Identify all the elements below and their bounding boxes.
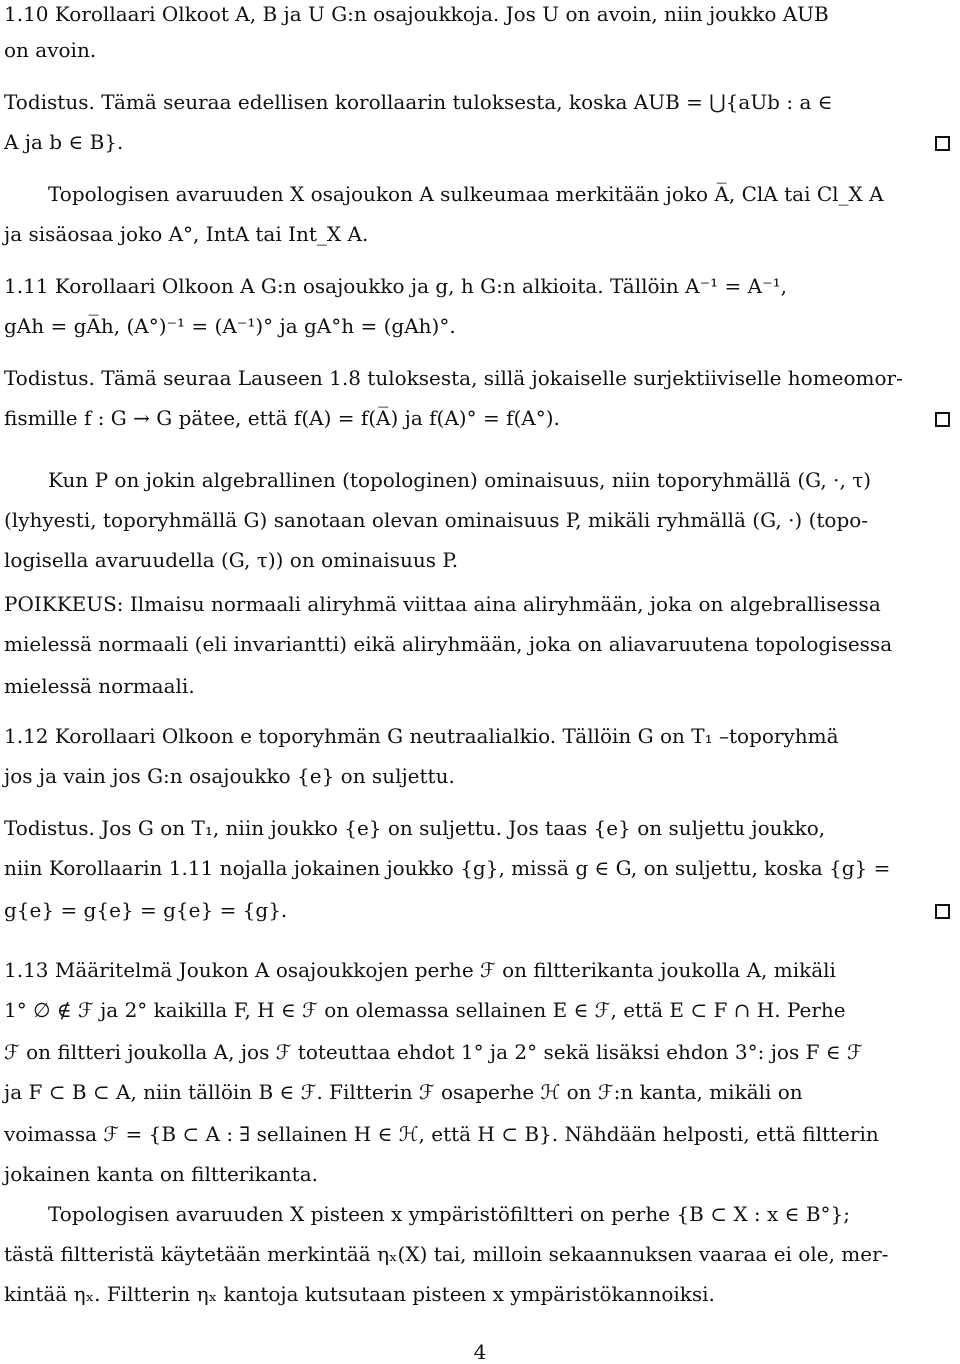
definition-1-13-line-1: 1.13 Määritelmä Joukon A osajoukkojen perhe ℱ on filtterikanta joukolla A, mikäli: [4, 958, 836, 982]
qed-square-icon: [935, 412, 950, 427]
property-paragraph-line-2: (lyhyesti, toporyhmällä G) sanotaan olevan ominaisuus P, mikäli ryhmällä (G, ·) (topo-: [4, 508, 869, 532]
corollary-1-12-line-1: 1.12 Korollaari Olkoon e toporyhmän G neutraalialkio. Tällöin G on T₁ –toporyhmä: [4, 724, 839, 748]
proof-1-10-line-2: A ja b ∈ B}.: [4, 130, 124, 154]
qed-square-icon: [935, 136, 950, 151]
proof-1-12-line-2: niin Korollaarin 1.11 nojalla jokainen joukko {g}, missä g ∈ G, on suljettu, koska {g} =: [4, 856, 891, 880]
proof-1-12-line-1: Todistus. Jos G on T₁, niin joukko {e} on suljettu. Jos taas {e} on suljettu joukko,: [4, 816, 826, 840]
property-paragraph-line-3: logisella avaruudella (G, τ)) on ominaisuus P.: [4, 548, 459, 572]
exception-paragraph-line-3: mielessä normaali.: [4, 674, 195, 698]
definition-1-13-line-2: 1° ∅ ∉ ℱ ja 2° kaikilla F, H ∈ ℱ on olemassa sellainen E ∈ ℱ, että E ⊂ F ∩ H. Perhe: [4, 998, 846, 1022]
topology-notation-line-2: ja sisäosaa joko A°, IntA tai Int_X A.: [4, 222, 369, 246]
proof-1-10-line-1: Todistus. Tämä seuraa edellisen korollaarin tuloksesta, koska AUB = ⋃{aUb : a ∈: [4, 90, 833, 114]
corollary-1-12-line-2: jos ja vain jos G:n osajoukko {e} on suljettu.: [4, 764, 455, 788]
topology-notation-line-1: Topologisen avaruuden X osajoukon A sulkeumaa merkitään joko A̅, ClA tai Cl_X A: [48, 182, 884, 206]
definition-1-13-line-6: jokainen kanta on filtterikanta.: [4, 1162, 319, 1186]
neighbourhood-filter-line-3: kintää ηₓ. Filtterin ηₓ kantoja kutsutaan pisteen x ympäristökannoiksi.: [4, 1282, 715, 1306]
exception-paragraph-line-1: POIKKEUS: Ilmaisu normaali aliryhmä viittaa aina aliryhmään, joka on algebrallisessa: [4, 592, 881, 616]
page-number: 4: [473, 1340, 487, 1364]
property-paragraph-line-1: Kun P on jokin algebrallinen (topologinen) ominaisuus, niin toporyhmällä (G, ·, τ): [48, 468, 872, 492]
neighbourhood-filter-line-1: Topologisen avaruuden X pisteen x ympäristöfiltteri on perhe {B ⊂ X : x ∈ B°};: [48, 1202, 850, 1226]
exception-paragraph-line-2: mielessä normaali (eli invariantti) eikä aliryhmään, joka on aliavaruutena topologisessa: [4, 632, 893, 656]
corollary-1-11-line-2: gAh = gA̅h, (A°)⁻¹ = (A⁻¹)° ja gA°h = (gAh)°.: [4, 314, 456, 338]
proof-1-11-line-1: Todistus. Tämä seuraa Lauseen 1.8 tuloksesta, sillä jokaiselle surjektiiviselle homeomor-: [4, 366, 903, 390]
corollary-1-10-line-2: on avoin.: [4, 38, 97, 62]
definition-1-13-line-4: ja F ⊂ B ⊂ A, niin tällöin B ∈ ℱ. Filtterin ℱ osaperhe ℋ on ℱ:n kanta, mikäli on: [4, 1080, 803, 1104]
proof-1-11-line-2: fismille f : G → G pätee, että f(A) = f(A̅) ja f(A)° = f(A°).: [4, 406, 560, 430]
proof-1-12-line-3: g{e} = g{e} = g{e} = {g}.: [4, 898, 288, 922]
neighbourhood-filter-line-2: tästä filtteristä käytetään merkintää ηₓ(X) tai, milloin sekaannuksen vaaraa ei ole, mer-: [4, 1242, 889, 1266]
corollary-1-11-line-1: 1.11 Korollaari Olkoon A G:n osajoukko ja g, h G:n alkioita. Tällöin A⁻¹ = A⁻¹,: [4, 274, 788, 298]
document-page: [4, 0, 956, 1364]
qed-square-icon: [935, 904, 950, 919]
definition-1-13-line-3: ℱ on filtteri joukolla A, jos ℱ toteuttaa ehdot 1° ja 2° sekä lisäksi ehdon 3°: jos F ∈ ℱ: [4, 1040, 863, 1064]
definition-1-13-line-5: voimassa ℱ = {B ⊂ A : ∃ sellainen H ∈ ℋ, että H ⊂ B}. Nähdään helposti, että filtterin: [4, 1122, 879, 1146]
corollary-1-10-line-1: 1.10 Korollaari Olkoot A, B ja U G:n osajoukkoja. Jos U on avoin, niin joukko AUB: [4, 2, 829, 26]
